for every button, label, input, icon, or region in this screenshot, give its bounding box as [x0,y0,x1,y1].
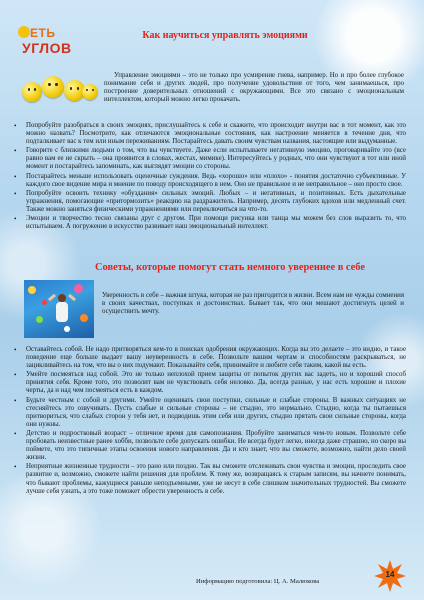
sun-icon [18,26,30,38]
list-item-text: Будьте честным с собой и другими. Умейте оценивать свои поступки, сильные и слабые стороны. В важных ситуациях не стесняйтесь это озвучивать. Пусть слабые и сильные стороны – не стыдно, это нормально. Стыдно, когда ты пытаешься притвориться, что слабых сторон у тебя нет, и подводишь этим себя или других, стыдно прятать свои сильные стороны, когда они нужны. [26,396,406,428]
list-item-text: Детство и подростковый возраст – отличное время для самопознания. Пробуйте заниматься чем-то новым. Позвольте себе пробовать неизвестные ранее хобби, позвольте себе допускать ошибки. Не всегда будет легко, иногда даже страшно, но скоро вы поймете, что это типичные этапы освоения нового направления. Да и кто знает, что вы сможете, возможно, найти дело своей жизни. [26,429,406,462]
bullet-icon: • [14,147,17,156]
list-item [12,430,406,462]
bullet-icon: • [14,172,17,181]
list-item [12,371,406,395]
bullet-icon: • [14,189,17,198]
list-item [12,397,406,429]
confidence-photo [24,280,94,338]
footer-credit: Информацию подготовила: Ц. А. Малюкова [196,578,320,585]
smiley-icon [82,84,98,100]
list-item [12,173,406,189]
section-title-emotions: Как научиться управлять эмоциями [142,30,308,41]
bullet-icon: • [14,429,17,438]
smiley-icon [22,82,42,102]
list-item [12,463,406,495]
list-item [12,147,406,171]
bullet-icon: • [14,463,17,472]
section-title-confidence: Советы, которые помогут стать немного увереннее в себе [95,262,365,273]
confidence-tips-list [12,346,406,497]
list-item-text: Умейте посмеяться над собой. Это не только неплохой прием защиты от попыток других вас задеть, но и хороший способ принятия себя. Кроме того, это позволит вам не чувствовать себя неловко. Да, всегда разные, у нас есть хорошие и плохие черты, да и над чем посмеяться есть в каждом. [26,371,406,395]
intro-paragraph-emotions: Управление эмоциями – это не только про усмирение гнева, например. Но и про более глубокое понимание себя и других людей, про получение удовольствия от того, чем занимаешься, про построение доверительных отношений с окружающими. Все это связано с эмоциональным интеллектом, который можно легко прокачать. [104,72,404,104]
list-item-text: Оставайтесь собой. Не надо притворяться кем-то в поисках одобрения окружающих. Когда вы это делаете – это видно, и такое поведение еще больше выдает вашу неуверенность в себе. Позвольте вашим чертам и способностям раскрываться, не зацикливайтесь на том, что вы о них подумают. Показывайте себя, принимайте и любите себя таким, какой вы есть. [26,346,406,370]
bullet-icon: • [14,396,17,405]
person-figure [54,294,70,324]
bullet-icon: • [14,346,17,354]
list-item [12,215,406,231]
smiley-icon [42,76,64,98]
logo [18,26,88,60]
logo-bottom-text: УГЛОВ [22,40,72,56]
list-item-text: Говорите с близкими людьми о том, что вы чувствуете. Даже если испытываете негативную эмоцию, проговаривайте это (все равно вам ее не скрыть – она проявится в словах, жестах, мимике). Интересуйтесь у родных, что они чувствуют в тот или иной момент и постарайтесь запоминать, как выглядят эмоции со стороны. [26,147,406,171]
list-item-text: Попробуйте освоить технику «обуздания» сильных эмоций. Любых – и негативных, и позитивных. Есть дыхательные упражнения, помогающие «притормозить» реакцию на раздражитель. Например, десять глубоких вдохов или медленный счет. Также можно заняться физическими упражнениями или переключиться на что-то. [26,189,406,213]
list-item [12,190,406,214]
bullet-icon: • [14,122,17,130]
page-number: 14 [385,570,395,579]
list-item-text: Эмоции и творчество тесно связаны друг с другом. При помощи рисунка или танца мы можем без слов выразить то, что испытываем. А погружение в искусство развивает наш эмоциональный интеллект. [26,215,406,231]
list-item [12,122,406,146]
list-item-text: Попробуйте разобраться в своих эмоциях, прислушайтесь к себе и скажите, что происходит внутри вас в тот момент, как это можно назвать? Посмотрите, как отличаются эмоциональные состояния, как настроение меняется в течение дня, что подталкивает вас к тем или иным переживаниям. Постарайтесь давать своим чувствам названия, настоящие или выдуманные. [26,122,406,146]
bullet-icon: • [14,371,17,380]
emotions-tips-list [12,122,406,232]
logo-top-text: ЕТЬ [30,26,56,40]
bullet-icon: • [14,215,17,224]
list-item-text: Неприятные жизненные трудности – это рано или поздно. Так вы сможете отслеживать свои чувства и эмоции, проследить свое развитие и, возможно, сможете найти решения для проблем. К тому же, возвращаясь к старым записям, вы начнете понимать, что бывают проблемы, кажущиеся раньше неподъемными, уже не несут в себе слишком значительных трудностей. Вы сможете лучше себя узнать, а это тоже поможет обрести уверенность в себе. [26,463,406,495]
list-item [12,346,406,370]
smileys-image [20,72,100,112]
list-item-text: Постарайтесь меньше использовать оценочные суждения. Ведь «хорошо» или «плохо» - понятия достаточно субъективные. У каждого свое видение мира и мнение по поводу происходящего в нем. Оно не правильное и не неправильное – оно просто свое. [26,172,406,188]
page-number-badge [374,560,406,592]
intro-paragraph-confidence: Уверенность в себе – важная штука, которая не раз пригодится в жизни. Всем нам не чужды сомнения в своих качествах, поступках и достоинствах. Бывает так, что они мешают достигнуть целей и осуществить мечту. [102,292,404,316]
